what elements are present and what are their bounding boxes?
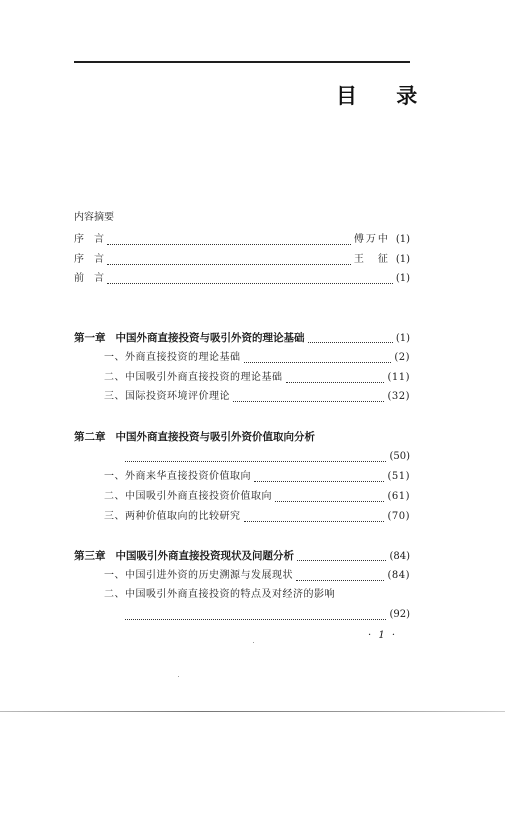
- toc-section-3-2-leader[interactable]: [122, 608, 410, 622]
- chapter-page: (50): [389, 451, 410, 462]
- section-page: (70): [387, 511, 410, 522]
- chapter-number: 第一章: [74, 332, 106, 344]
- leader-dots: [107, 236, 351, 245]
- toc-section-2-2[interactable]: [104, 490, 410, 504]
- section-page: (84): [387, 570, 410, 581]
- toc-section-2-3[interactable]: [104, 510, 410, 524]
- section-title: 三、国际投资环境评价理论: [104, 391, 230, 402]
- toc-section-3-2[interactable]: [104, 588, 335, 602]
- toc-entry-preface-1[interactable]: [74, 233, 410, 247]
- leader-dots: [125, 453, 386, 462]
- leader-dots: [244, 354, 392, 363]
- entry-author: 王 征: [353, 254, 390, 265]
- entry-label: 前 言: [74, 273, 104, 284]
- section-title: 一、中国引进外资的历史溯源与发展现状: [104, 570, 293, 581]
- toc-chapter-2[interactable]: [74, 430, 410, 444]
- section-page: (2): [394, 352, 410, 363]
- page-number: · 1 ·: [368, 630, 398, 641]
- summary-entry[interactable]: [74, 211, 114, 225]
- section-page: (92): [389, 609, 410, 620]
- scan-speck: [253, 642, 254, 643]
- leader-dots: [297, 552, 386, 561]
- toc-entry-foreword[interactable]: [74, 272, 410, 286]
- entry-page: (1): [395, 234, 410, 245]
- leader-dots: [107, 256, 351, 265]
- section-page: (32): [387, 391, 410, 402]
- chapter-page: (1): [395, 333, 410, 344]
- section-page: (61): [387, 491, 410, 502]
- chapter-number: 第三章: [74, 550, 106, 562]
- toc-section-1-1[interactable]: [104, 351, 410, 365]
- leader-dots: [308, 334, 393, 343]
- section-title: 一、外商直接投资的理论基础: [104, 352, 241, 363]
- leader-dots: [233, 393, 384, 402]
- leader-dots: [296, 572, 384, 581]
- chapter-number: 第二章: [74, 431, 106, 443]
- leader-dots: [107, 275, 393, 284]
- toc-section-3-1[interactable]: [104, 569, 410, 583]
- leader-dots: [244, 513, 385, 522]
- toc-section-1-2[interactable]: [104, 371, 410, 385]
- leader-dots: [286, 374, 385, 383]
- section-page: (11): [387, 372, 410, 383]
- toc-chapter-3[interactable]: [74, 549, 410, 564]
- toc-section-1-3[interactable]: [104, 390, 410, 404]
- chapter-title: 中国外商直接投资与吸引外资的理论基础: [115, 332, 305, 344]
- top-rule: [74, 61, 410, 63]
- section-title: 二、中国吸引外商直接投资的特点及对经济的影响: [104, 589, 335, 600]
- page-title: 目 录: [336, 84, 434, 108]
- toc-section-2-1[interactable]: [104, 470, 410, 484]
- entry-label: 序 言: [74, 254, 104, 265]
- toc-chapter-2-leader[interactable]: [122, 450, 410, 464]
- entry-page: (1): [395, 254, 410, 265]
- section-title: 三、两种价值取向的比较研究: [104, 511, 241, 522]
- entry-label: 序 言: [74, 234, 104, 245]
- section-title: 二、中国吸引外商直接投资的理论基础: [104, 372, 283, 383]
- leader-dots: [275, 493, 384, 502]
- scan-speck: [178, 676, 179, 677]
- summary-label: 内容摘要: [74, 212, 114, 223]
- section-title: 二、中国吸引外商直接投资价值取向: [104, 491, 272, 502]
- scan-edge-line: [0, 711, 505, 712]
- leader-dots: [254, 473, 384, 482]
- chapter-title: 中国吸引外商直接投资现状及问题分析: [115, 550, 294, 562]
- entry-page: (1): [395, 273, 410, 284]
- chapter-page: (84): [389, 551, 410, 562]
- section-title: 一、外商来华直接投资价值取向: [104, 471, 251, 482]
- section-page: (51): [387, 471, 410, 482]
- toc-chapter-1[interactable]: [74, 331, 410, 346]
- chapter-title: 中国外商直接投资与吸引外资价值取向分析: [115, 431, 315, 443]
- entry-author: 傅万中: [353, 234, 390, 245]
- leader-dots: [125, 611, 386, 620]
- toc-entry-preface-2[interactable]: [74, 253, 410, 267]
